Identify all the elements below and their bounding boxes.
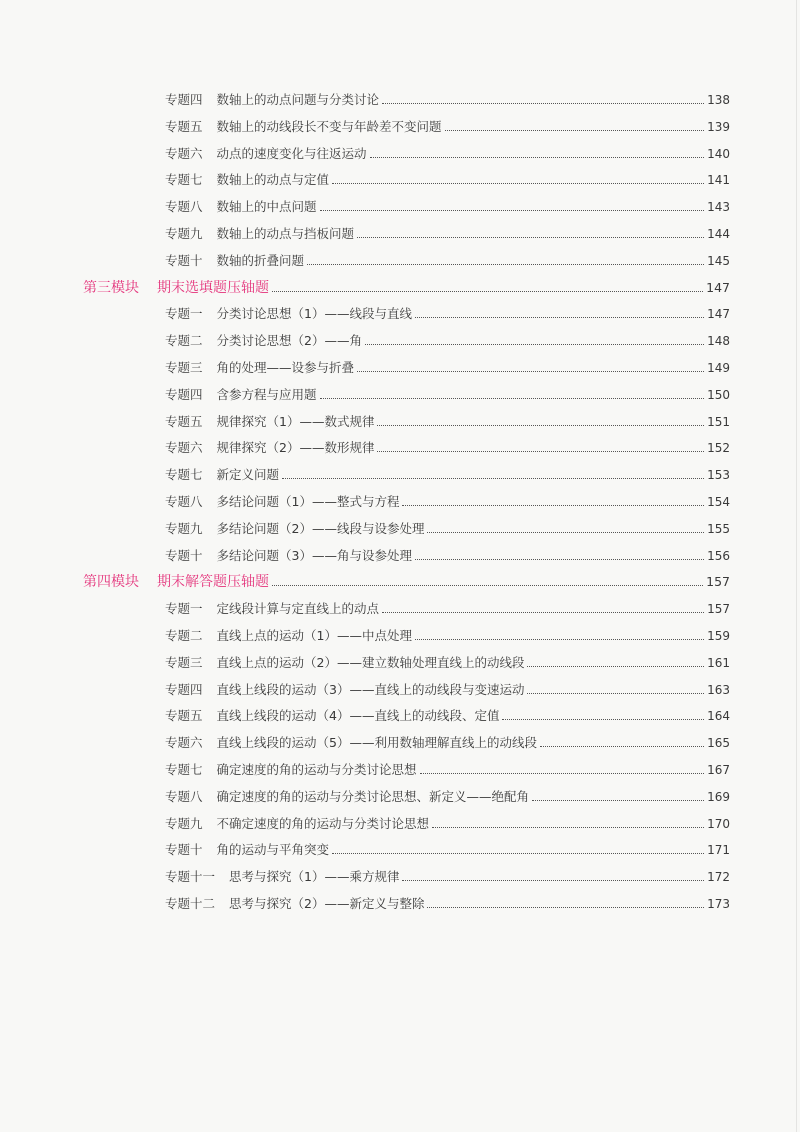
topic-number: 专题七 [165,762,203,777]
dot-leader [532,800,704,801]
topic-number: 专题九 [165,520,203,536]
page-number: 159 [707,629,730,643]
toc-topic-entry[interactable] [165,758,730,778]
topic-title: 规律探究（2）——数形规律 [216,440,375,456]
topic-number: 专题四 [165,386,203,402]
dot-leader [445,130,705,131]
toc-topic-entry[interactable] [165,892,730,912]
topic-number: 专题五 [165,413,203,429]
page-number: 173 [707,897,730,911]
module-title: 期末解答题压轴题 [157,574,269,591]
dot-leader [377,425,704,426]
toc-topic-entry[interactable] [165,785,730,805]
topic-number: 专题七 [165,172,203,188]
dot-leader [332,183,704,184]
dot-leader [365,344,704,345]
page-number: 155 [707,521,730,536]
page-number: 161 [707,655,730,670]
page-number: 147 [707,307,730,322]
module-title: 期末选填题压轴题 [157,279,269,296]
toc-topic-entry[interactable] [165,812,730,832]
topic-number: 专题八 [165,199,203,215]
page-number: 170 [707,816,730,831]
toc-topic-entry[interactable] [165,195,730,215]
topic-title: 思考与探究（2）——新定义与整除 [229,896,425,911]
toc-topic-entry[interactable] [165,838,730,858]
page-number: 157 [706,574,730,590]
toc-topic-entry[interactable] [165,624,730,644]
topic-number: 专题十二 [165,896,216,911]
toc-topic-entry[interactable] [165,329,730,349]
topic-title: 角的处理——设参与折叠 [216,360,355,375]
topic-title: 角的运动与平角突变 [216,842,330,858]
page-edge-divider [796,0,797,1132]
topic-title: 直线上点的运动（1）——中点处理 [216,628,412,643]
topic-title: 分类讨论思想（2）——角 [216,333,362,349]
topic-number: 专题二 [165,333,203,349]
dot-leader [427,532,704,533]
dot-leader [357,371,704,372]
dot-leader [357,237,704,238]
dot-leader [272,585,703,586]
toc-topic-entry[interactable] [165,731,730,751]
dot-leader [320,210,705,211]
dot-leader [527,666,704,667]
page-number: 138 [707,93,730,107]
page-number: 150 [707,387,730,402]
dot-leader [415,559,704,560]
page-number: 143 [707,200,730,215]
topic-number: 专题十一 [165,869,216,885]
topic-number: 专题六 [165,440,203,456]
page-number: 163 [707,682,730,697]
topic-title: 动点的速度变化与往返运动 [216,145,367,161]
dot-leader [332,853,704,854]
toc-topic-entry[interactable] [165,168,730,188]
page-number: 171 [707,843,730,858]
toc-topic-entry[interactable] [165,383,730,403]
toc-module-entry[interactable] [83,276,730,296]
toc-topic-entry[interactable] [165,142,730,162]
dot-leader [307,264,704,265]
dot-leader [427,907,704,908]
dot-leader [402,505,704,506]
topic-number: 专题四 [165,92,203,107]
toc-topic-entry[interactable] [165,704,730,724]
dot-leader [402,880,704,881]
page-number: 169 [707,789,730,804]
dot-leader [377,451,704,452]
toc-topic-entry[interactable] [165,356,730,376]
topic-number: 专题五 [165,118,203,134]
toc-topic-entry[interactable] [165,88,730,108]
topic-title: 不确定速度的角的运动与分类讨论思想 [216,815,430,831]
topic-number: 专题一 [165,601,203,617]
topic-number: 专题十 [165,547,203,563]
module-number: 第四模块 [83,574,139,591]
page-number: 139 [707,119,730,134]
dot-leader [282,478,704,479]
topic-number: 专题三 [165,360,203,375]
topic-number: 专题六 [165,145,203,161]
topic-title: 定线段计算与定直线上的动点 [216,601,380,617]
topic-title: 数轴上的动点与挡板问题 [216,226,355,241]
page-number: 164 [707,709,730,724]
toc-topic-entry[interactable] [165,678,730,698]
page-number: 165 [707,736,730,751]
page-number: 140 [707,146,730,161]
topic-number: 专题十 [165,842,203,858]
page-number: 145 [707,253,730,268]
topic-title: 多结论问题（3）——角与设参处理 [216,547,412,563]
toc-topic-entry[interactable] [165,865,730,885]
dot-leader [382,103,704,104]
page-number: 149 [707,361,730,375]
toc-topic-entry[interactable] [165,517,730,537]
page-number: 141 [707,173,730,188]
page-number: 147 [706,279,730,295]
page-number: 152 [707,441,730,456]
topic-number: 专题六 [165,735,203,751]
topic-title: 确定速度的角的运动与分类讨论思想、新定义——绝配角 [216,788,530,804]
topic-title: 含参方程与应用题 [216,386,317,402]
toc-topic-entry[interactable] [165,410,730,430]
dot-leader [272,291,703,292]
topic-title: 多结论问题（2）——线段与设参处理 [216,520,425,536]
topic-title: 新定义问题 [216,467,280,483]
topic-title: 直线上点的运动（2）——建立数轴处理直线上的动线段 [216,654,525,670]
topic-number: 专题九 [165,226,203,241]
page-number: 153 [707,468,730,483]
toc-topic-entry[interactable] [165,651,730,671]
topic-title: 数轴上的动点与定值 [216,172,330,188]
topic-title: 确定速度的角的运动与分类讨论思想 [216,762,417,777]
page-number: 148 [707,334,730,349]
dot-leader [415,639,704,640]
topic-number: 专题三 [165,654,203,670]
topic-number: 专题十 [165,252,203,268]
topic-title: 思考与探究（1）——乘方规律 [229,869,400,885]
topic-number: 专题五 [165,708,203,724]
dot-leader [502,719,704,720]
toc-topic-entry[interactable] [165,436,730,456]
dot-leader [415,317,704,318]
topic-title: 直线上线段的运动（4）——直线上的动线段、定值 [216,708,500,724]
page-number: 154 [707,495,730,509]
topic-title: 直线上线段的运动（3）——直线上的动线段与变速运动 [216,681,525,697]
toc-topic-entry[interactable] [165,544,730,564]
topic-number: 专题一 [165,306,203,322]
topic-number: 专题二 [165,628,203,643]
dot-leader [540,746,704,747]
topic-title: 数轴上的动点问题与分类讨论 [216,92,380,107]
toc-topic-entry[interactable] [165,249,730,269]
topic-title: 直线上线段的运动（5）——利用数轴理解直线上的动线段 [216,735,537,751]
topic-number: 专题九 [165,815,203,831]
toc-topic-entry[interactable] [165,115,730,135]
topic-number: 专题四 [165,681,203,697]
dot-leader [382,612,704,613]
toc-topic-entry[interactable] [165,490,730,510]
module-number: 第三模块 [83,279,139,296]
topic-title: 分类讨论思想（1）——线段与直线 [216,306,412,322]
toc-topic-entry[interactable] [165,463,730,483]
topic-number: 专题七 [165,467,203,483]
page-number: 156 [707,548,730,563]
topic-title: 多结论问题（1）——整式与方程 [216,494,400,509]
page-number: 172 [707,870,730,885]
topic-title: 数轴上的中点问题 [216,199,317,215]
topic-number: 专题八 [165,788,203,804]
dot-leader [370,157,705,158]
page-number: 144 [707,227,730,241]
dot-leader [527,693,704,694]
topic-number: 专题八 [165,494,203,509]
topic-title: 数轴上的动线段长不变与年龄差不变问题 [216,118,442,134]
dot-leader [432,827,704,828]
page-number: 151 [707,414,730,429]
toc-topic-entry[interactable] [165,597,730,617]
page-number: 167 [707,763,730,777]
toc-module-entry[interactable] [83,570,730,590]
page-number: 157 [707,602,730,617]
dot-leader [420,773,705,774]
toc-topic-entry[interactable] [165,222,730,242]
topic-title: 规律探究（1）——数式规律 [216,413,375,429]
dot-leader [320,398,705,399]
toc-topic-entry[interactable] [165,302,730,322]
topic-title: 数轴的折叠问题 [216,252,305,268]
